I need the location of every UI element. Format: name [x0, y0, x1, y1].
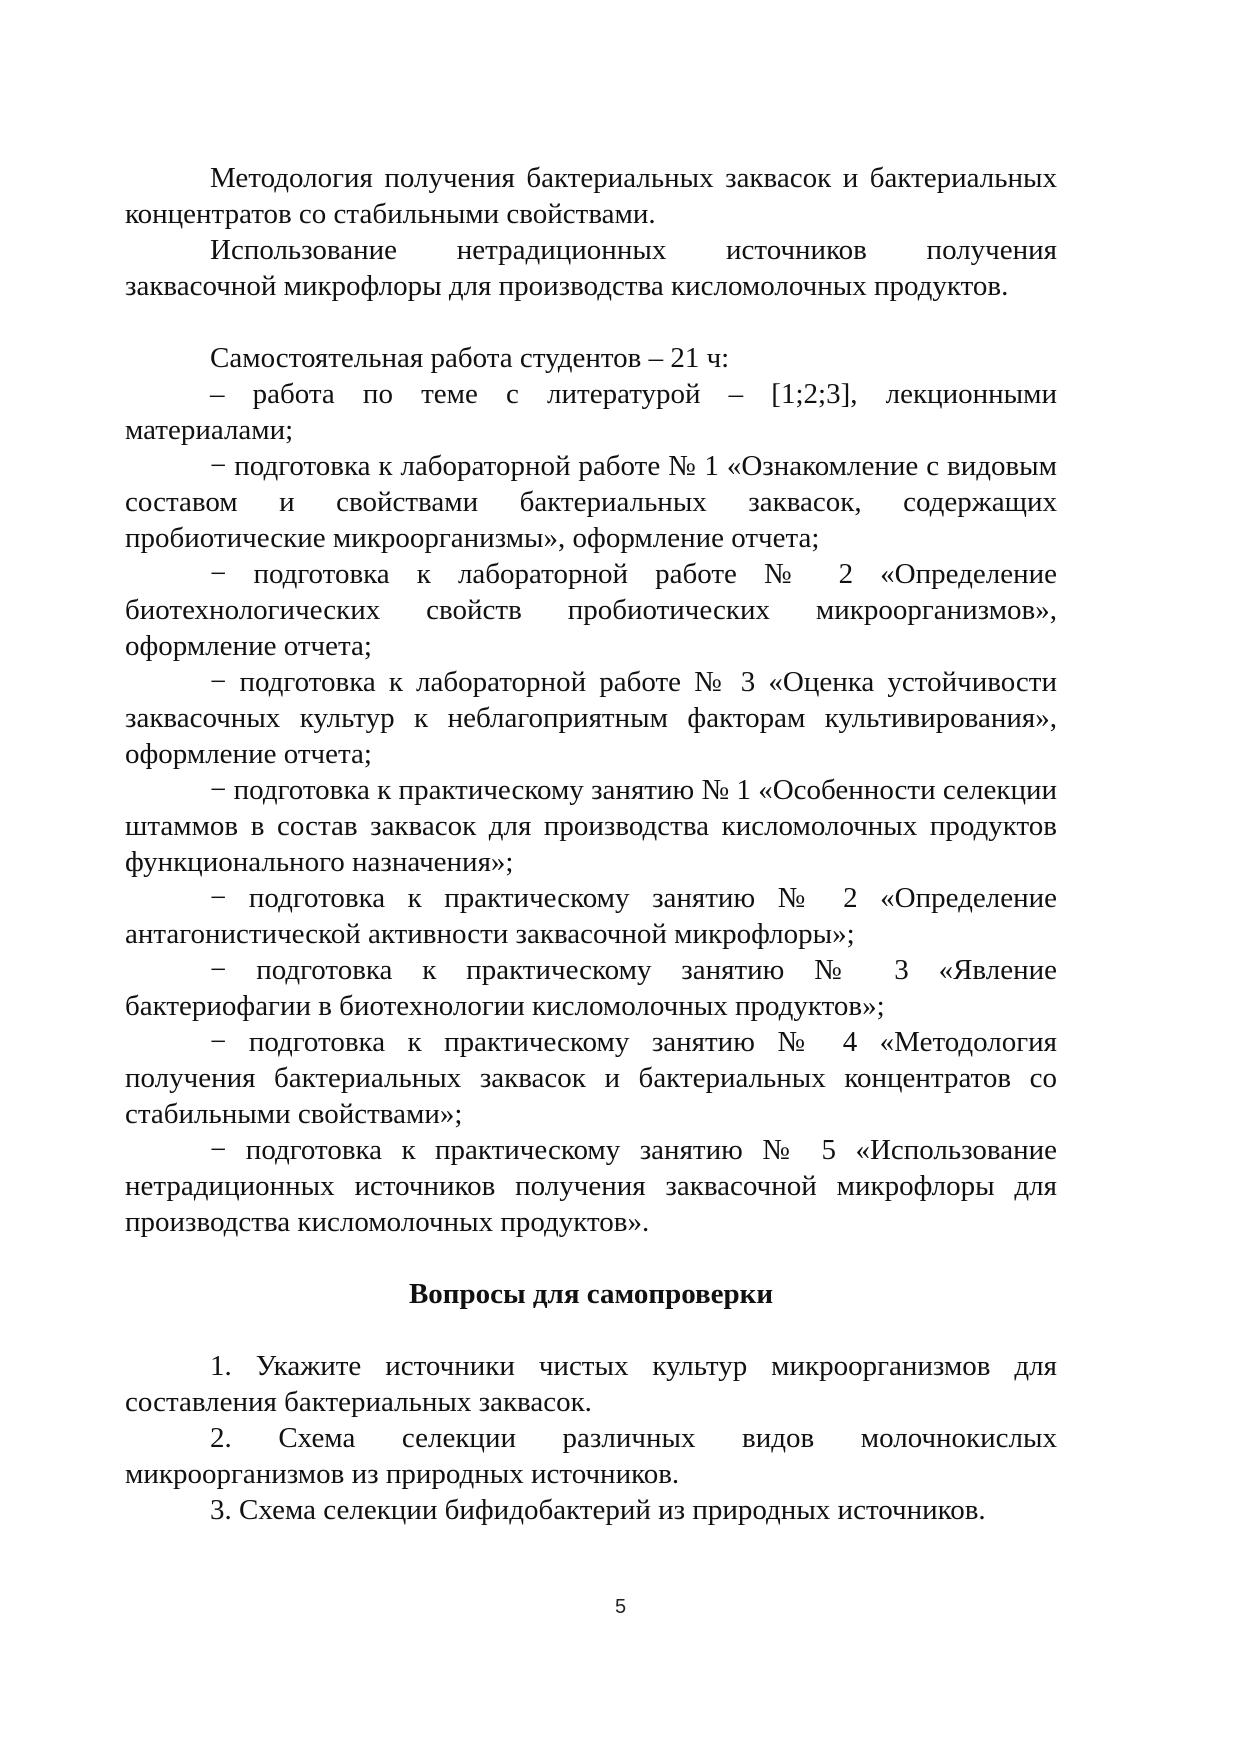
- intro-paragraph: Использование нетрадиционных источников получения заквасочной микрофлоры для производства кисломолочных продуктов.: [125, 234, 1057, 302]
- questions-heading: Вопросы для самопроверки: [408, 1278, 774, 1310]
- self-work-item: − подготовка к практическому занятию № 3 «Явление бактериофагии в биотехнологии кисломолочных продуктов»;: [125, 954, 1057, 1022]
- self-work-title: Самостоятельная работа студентов – 21 ч:: [210, 342, 730, 374]
- intro-paragraph: Методология получения бактериальных заквасок и бактериальных концентратов со стабильными свойствами.: [125, 162, 1057, 230]
- self-work-item: – работа по теме с литературой – [1;2;3], лекционными материалами;: [125, 378, 1057, 446]
- self-work-item: − подготовка к практическому занятию № 2 «Определение антагонистической активности заквасочной микрофлоры»;: [125, 882, 1057, 950]
- self-work-item: − подготовка к лабораторной работе № 2 «Определение биотехнологических свойств пробиотических микроорганизмов», оформление отчета;: [125, 558, 1057, 662]
- question-item: 3. Схема селекции бифидобактерий из природных источников.: [210, 1494, 986, 1526]
- page-number: 5: [614, 1596, 627, 1618]
- question-item: 1. Укажите источники чистых культур микроорганизмов для составления бактериальных заквасок.: [125, 1350, 1057, 1418]
- page-body: [125, 160, 1057, 1528]
- self-work-item: − подготовка к практическому занятию № 4 «Методология получения бактериальных заквасок и бактериальных концентратов со стабильными свойствами»;: [125, 1026, 1057, 1130]
- self-work-item: − подготовка к практическому занятию № 5 «Использование нетрадиционных источников получения заквасочной микрофлоры для производства кисломолочных продуктов».: [125, 1134, 1057, 1238]
- self-work-item: − подготовка к лабораторной работе № 1 «Ознакомление с видовым составом и свойствами бактериальных заквасок, содержащих пробиотические микроорганизмы», оформление отчета;: [125, 450, 1057, 554]
- question-item: 2. Схема селекции различных видов молочнокислых микроорганизмов из природных источников.: [125, 1422, 1057, 1490]
- self-work-item: − подготовка к лабораторной работе № 3 «Оценка устойчивости заквасочных культур к неблагоприятным факторам культивирования», оформление отчета;: [125, 666, 1057, 770]
- self-work-item: − подготовка к практическому занятию № 1 «Особенности селекции штаммов в состав заквасок для производства кисломолочных продуктов функционального назначения»;: [125, 774, 1057, 878]
